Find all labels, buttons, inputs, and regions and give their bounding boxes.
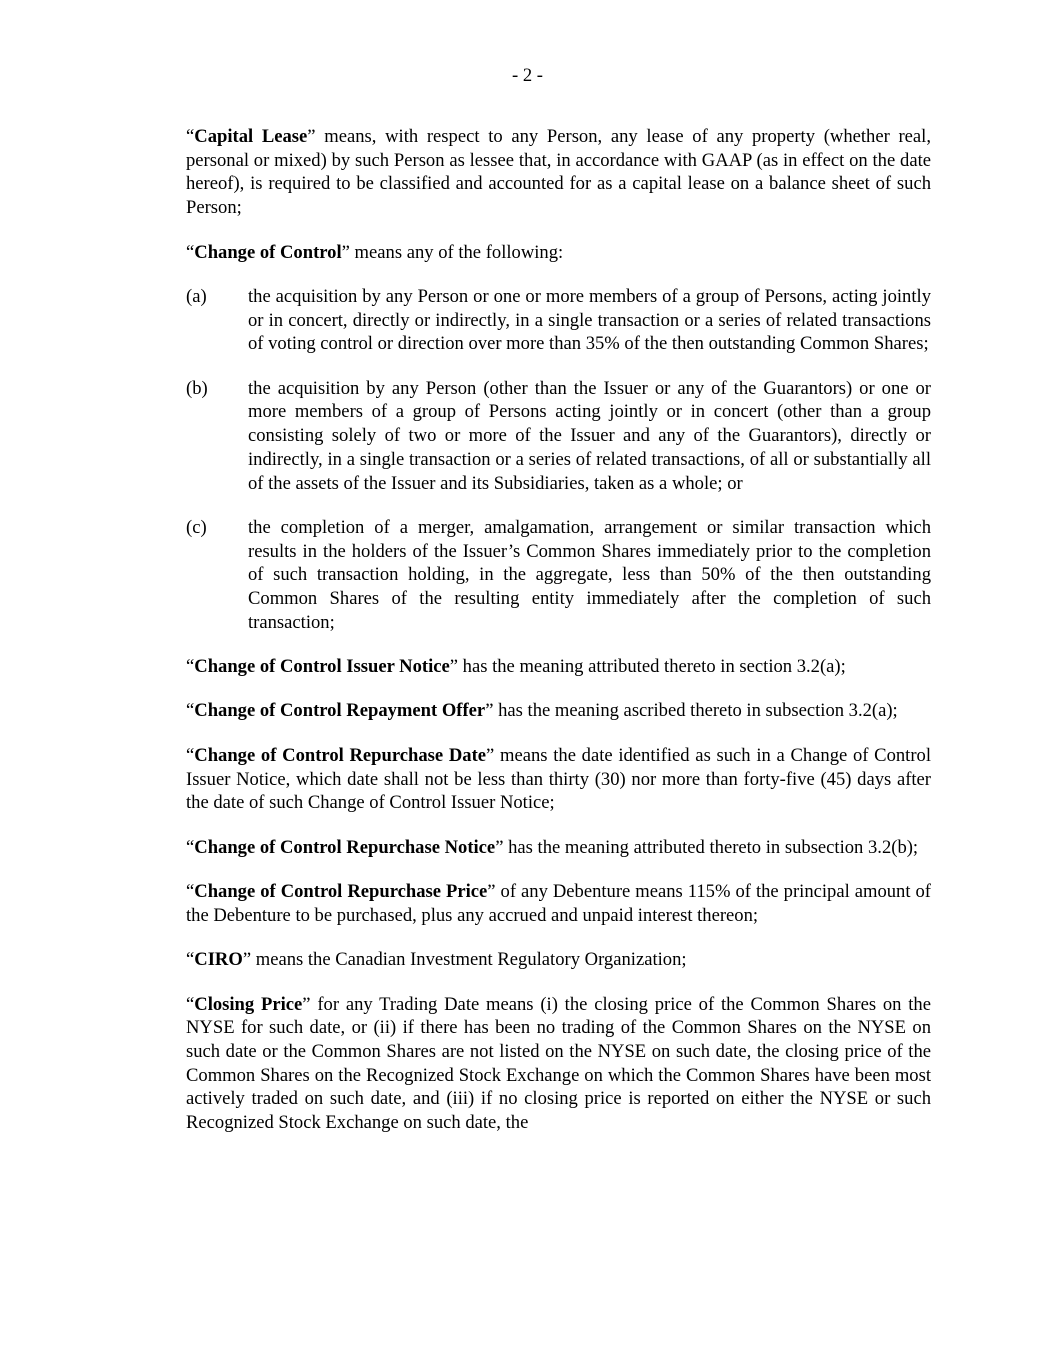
- list-item-b: [186, 377, 931, 496]
- definition-text: ” means, with respect to any Person, any lease of any property (whether real, personal or mixed) by such Person as lessee that, in accordance with GAAP (as in effect on the date hereof), is required to be classified and accounted for as a capital lease on a balance sheet of such Person;: [186, 126, 931, 219]
- list-item-c: [186, 516, 931, 635]
- definition-text: ” means the date identified as such in a Change of Control Issuer Notice, which date shall not be less than thirty (30) nor more than forty-five (45) days after the date of such Change of Control Issuer Notice;: [186, 744, 931, 814]
- definition-text: ” has the meaning attributed thereto in subsection 3.2(b);: [495, 836, 919, 858]
- definition-change-of-control: “Change of Control” means any of the following:: [186, 241, 564, 263]
- definition-repurchase-price: “Change of Control Repurchase Price” of any Debenture means 115% of the principal amount of the Debenture to be purchased, plus any accrued and unpaid interest thereon;: [186, 881, 932, 926]
- list-item-text: the acquisition by any Person (other than the Issuer or any of the Guarantors) or one or more members of a group of Persons acting jointly or in concert (other than a group consisting solely of two or more of the Issuer and any of the Guarantors), directly or indirectly, in a single transaction or a series of related transactions, of all or substantially all of the assets of the Issuer and its Subsidiaries, taken as a whole; or: [248, 377, 931, 494]
- list-item-text: the acquisition by any Person or one or more members of a group of Persons, acting jointly or in concert, directly or indirectly, in a single transaction or a series of related transactions of voting control or direction over more than 35% of the then outstanding Common Shares;: [248, 285, 931, 355]
- document-body: [186, 125, 931, 1155]
- definition-repurchase-date: “Change of Control Repurchase Date” means the date identified as such in a Change of Control Issuer Notice, which date shall not be less than thirty (30) nor more than forty-five (45) days after the date of such Change of Control Issuer Notice;: [186, 744, 931, 814]
- list-item-text: the completion of a merger, amalgamation, arrangement or similar transaction which results in the holders of the Issuer’s Common Shares immediately prior to the completion of such transaction holding, in the aggregate, less than 50% of the then outstanding Common Shares of the resulting entity immediately after the completion of such transaction;: [248, 516, 931, 633]
- definition-repurchase-notice: “Change of Control Repurchase Notice” has the meaning attributed thereto in subsection 3.2(b);: [186, 836, 919, 858]
- definition-term: CIRO: [194, 949, 243, 971]
- definition-ciro: “CIRO” means the Canadian Investment Regulatory Organization;: [186, 949, 687, 971]
- definition-capital-lease: “Capital Lease” means, with respect to any Person, any lease of any property (whether real, personal or mixed) by such Person as lessee that, in accordance with GAAP (as in effect on the date hereof), is required to be classified and accounted for as a capital lease on a balance sheet of such Person;: [186, 126, 931, 219]
- definition-term: Change of Control Repayment Offer: [194, 700, 486, 722]
- list-item-label: (b): [186, 377, 208, 399]
- list-item-label: (a): [186, 285, 207, 307]
- definition-text: ” means any of the following:: [341, 241, 564, 263]
- list-item-label: (c): [186, 516, 207, 538]
- definition-term: Change of Control: [194, 241, 342, 263]
- page-number: - 2 -: [512, 65, 543, 86]
- definition-term: Closing Price: [194, 993, 303, 1015]
- definition-text: ” means the Canadian Investment Regulatory Organization;: [242, 949, 687, 971]
- definition-text: ” has the meaning ascribed thereto in subsection 3.2(a);: [485, 700, 898, 722]
- definition-closing-price: “Closing Price” for any Trading Date means (i) the closing price of the Common Shares on the NYSE for such date, or (ii) if there has been no trading of the Common Shares on the NYSE on such date or the Common Shares are not listed on the NYSE on such date, the closing price of the Common Shares on the Recognized Stock Exchange on which the Common Shares have been most actively traded on such date, and (iii) if no closing price is reported on either the NYSE or such Recognized Stock Exchange on such date, the: [186, 993, 931, 1134]
- definition-term: Change of Control Repurchase Price: [194, 881, 488, 903]
- list-item-a: [186, 285, 931, 356]
- definition-text: ” of any Debenture means 115% of the principal amount of the Debenture to be purchased, plus any accrued and unpaid interest thereon;: [186, 881, 932, 926]
- definition-text: ” has the meaning attributed thereto in section 3.2(a);: [449, 656, 846, 678]
- definition-term: Capital Lease: [194, 126, 308, 147]
- definition-issuer-notice: “Change of Control Issuer Notice” has the meaning attributed thereto in section 3.2(a);: [186, 656, 846, 678]
- definition-term: Change of Control Issuer Notice: [194, 656, 450, 678]
- definition-repayment-offer: “Change of Control Repayment Offer” has the meaning ascribed thereto in subsection 3.2(a);: [186, 700, 898, 722]
- definition-term: Change of Control Repurchase Notice: [194, 836, 496, 858]
- definition-term: Change of Control Repurchase Date: [194, 744, 487, 766]
- definition-text: ” for any Trading Date means (i) the closing price of the Common Shares on the NYSE for such date, or (ii) if there has been no trading of the Common Shares on the NYSE on such date or the Common Shares are not listed on the NYSE on such date, the closing price of the Common Shares on the Recognized Stock Exchange on which the Common Shares have been most actively traded on such date, and (iii) if no closing price is reported on either the NYSE or such Recognized Stock Exchange on such date, the: [186, 993, 931, 1134]
